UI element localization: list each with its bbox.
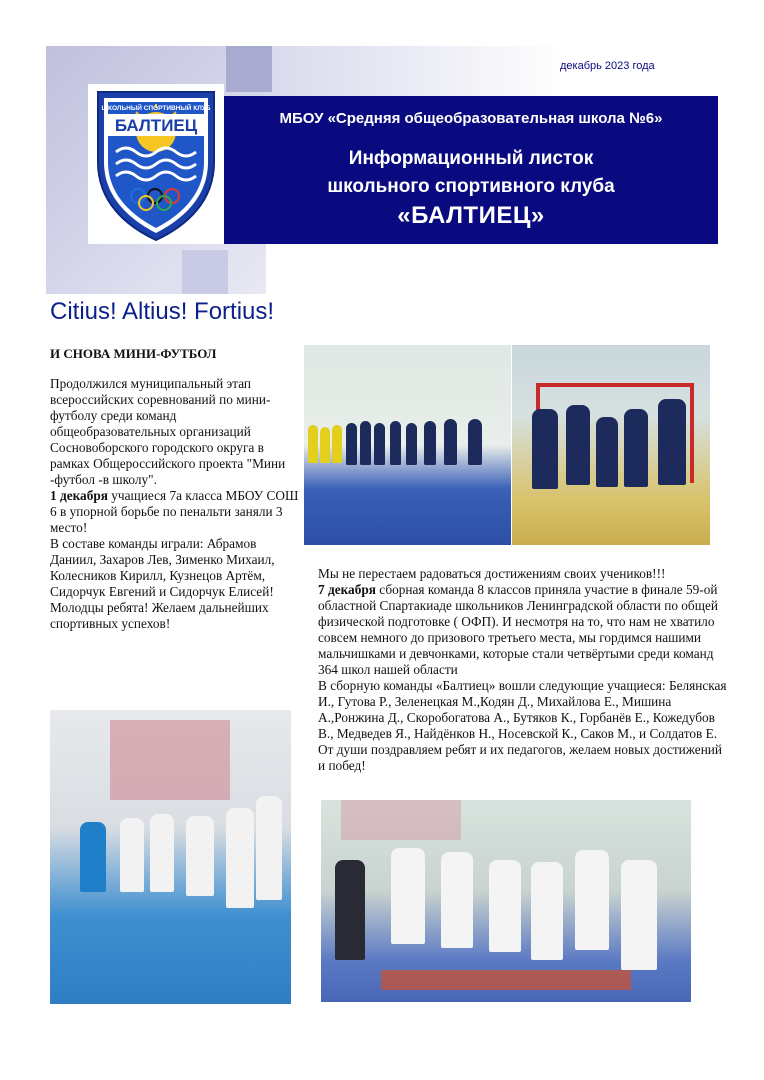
girls-team-photo — [321, 800, 691, 1002]
header-decoration-fade — [266, 46, 566, 96]
article-team: В составе команды играли: Абрамов Даниил, Захаров Лев, Зименко Михаил, Колесников Кирилл, Кузнецов Артём, Сидорчук Евгений и Сидорчук Елисей! Молодцы ребята! Желаем дальнейших спортивных успехов! — [50, 536, 275, 631]
issue-date: декабрь 2023 года — [560, 60, 655, 72]
motto-heading: Citius! Altius! Fortius! — [50, 298, 275, 325]
title-banner — [224, 96, 718, 244]
banner-title-line1: Информационный листок — [348, 148, 594, 169]
article-intro: Продолжился муниципальный этап всероссийских соревнований по мини-футболу среди команд общеобразовательных организаций Сосновоборского городского округа в рамках Общероссийского проекта "Мини -футбол -в школу". — [50, 376, 286, 487]
header-decoration-square — [226, 46, 272, 92]
article-date: 7 декабря — [318, 582, 376, 597]
article-spartakiad — [318, 566, 728, 774]
logo-name: БАЛТИЕЦ — [114, 116, 198, 135]
club-logo — [88, 84, 224, 244]
article-result: учащиеся 7а класса МБОУ СОШ 6 в упорной борьбе по пенальти заняли 3 место! — [50, 488, 299, 535]
article-result: сборная команда 8 классов приняла участие в финале 59-ой областной Спартакиаде школьников Ленинградской области по общей физической подготовке ( ОФП). И несмотря на то, что нам не хватило совсем немного до призового третьего места, мы гордимся нашими мальчишками и девчонками, которые стали четвёртыми среди команд 364 школ нашей области — [318, 582, 718, 677]
club-emblem-icon — [88, 84, 224, 244]
section-heading: И СНОВА МИНИ-ФУТБОЛ — [50, 346, 217, 361]
students-warmup-photo — [50, 710, 291, 1004]
school-name: МБОУ «Средняя общеобразовательная школа №6» — [279, 110, 663, 127]
banner-title-club: «БАЛТИЕЦ» — [397, 202, 545, 229]
article-date: 1 декабря — [50, 488, 108, 503]
banner-title-line2: школьного спортивного клуба — [327, 176, 615, 197]
article-minifootball — [50, 376, 300, 632]
header-decoration-square — [182, 250, 228, 294]
article-team: В сборную команды «Балтиец» вошли следующие учащиеся: Белянская И., Гутова Р., Зеленецкая М.,Кодян Д., Михайлова Е., Мишина А.,Ронжина Д., Скоробогатова А., Бутяков К., Горбанёв Е., Кожедубов В., Медведев Я., Найдёнков Н., Носевской К., Саков М., и Солдатов Е. — [318, 678, 727, 741]
team-photo-gym — [304, 345, 511, 545]
article-closing: От души поздравляем ребят и их педагогов, желаем новых достижений и побед! — [318, 742, 723, 773]
team-photo-goal — [512, 345, 710, 545]
logo-arc-text: ШКОЛЬНЫЙ СПОРТИВНЫЙ КЛУБ — [101, 105, 211, 112]
article-intro: Мы не перестаем радоваться достижениям своих учеников!!! — [318, 566, 666, 581]
